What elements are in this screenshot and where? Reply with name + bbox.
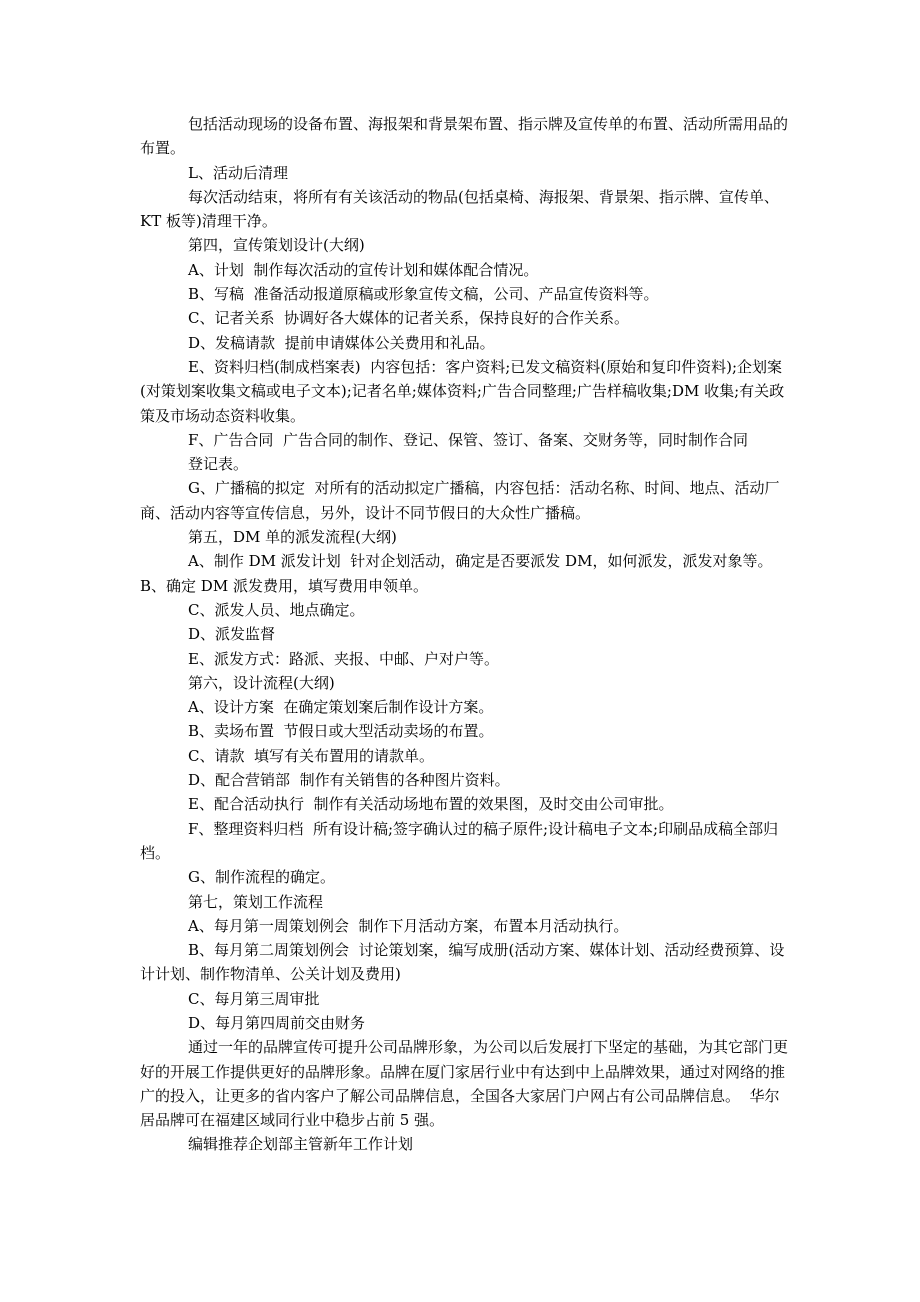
paragraph: E、派发方式：路派、夹报、中邮、户对户等。 xyxy=(188,649,499,668)
paragraph: D、配合营销部 制作有关销售的各种图片资料。 xyxy=(188,771,510,790)
paragraph: B、卖场布置 节假日或大型活动卖场的布置。 xyxy=(188,722,494,741)
paragraph: 登记表。 xyxy=(188,455,249,474)
paragraph: F、整理资料归档 所有设计稿;签字确认过的稿子原件;设计稿电子文本;印刷品成稿全部归档。 xyxy=(140,819,779,862)
paragraph: D、派发监督 xyxy=(188,625,276,644)
paragraph: D、每月第四周前交由财务 xyxy=(188,1013,366,1032)
paragraph: D、发稿请款 提前申请媒体公关费用和礼品。 xyxy=(188,333,495,352)
paragraph: E、配合活动执行 制作有关活动场地布置的效果图，及时交由公司审批。 xyxy=(188,795,674,814)
paragraph: B、每月第二周策划例会 讨论策划案，编写成册(活动方案、媒体计划、活动经费预算、设计计划、制作物清单、公关计划及费用) xyxy=(140,941,785,984)
paragraph: A、设计方案 在确定策划案后制作设计方案。 xyxy=(188,698,494,717)
section-heading: 第六，设计流程(大纲) xyxy=(188,673,335,692)
paragraph: L、活动后清理 xyxy=(188,163,288,182)
paragraph: C、记者关系 协调好各大媒体的记者关系，保持良好的合作关系。 xyxy=(188,309,630,328)
paragraph: G、广播稿的拟定 对所有的活动拟定广播稿，内容包括：活动名称、时间、地点、活动厂商、活动内容等宣传信息，另外，设计不同节假日的大众性广播稿。 xyxy=(140,479,780,522)
paragraph: C、派发人员、地点确定。 xyxy=(188,600,365,619)
paragraph: 包括活动现场的设备布置、海报架和背景架布置、指示牌及宣传单的布置、活动所需用品的布置。 xyxy=(140,115,789,158)
section-heading: 第五，DM 单的派发流程(大纲) xyxy=(188,528,397,547)
section-heading: 第四，宣传策划设计(大纲) xyxy=(188,236,365,255)
paragraph: E、资料归档(制成档案表) 内容包括：客户资料;已发文稿资料(原始和复印件资料);企划案(对策划案收集文稿或电子文本);记者名单;媒体资料;广告合同整理;广告样稿收集;DM 收集;有关政策及市场动态资料收集。 xyxy=(140,357,785,425)
paragraph: A、计划 制作每次活动的宣传计划和媒体配合情况。 xyxy=(188,260,539,279)
paragraph: A、每月第一周策划例会 制作下月活动方案，布置本月活动执行。 xyxy=(188,916,629,935)
paragraph: F、广告合同 广告合同的制作、登记、保管、签订、备案、交财务等，同时制作合同 xyxy=(188,430,748,449)
paragraph: 编辑推荐企划部主管新年工作计划 xyxy=(188,1135,414,1154)
paragraph: A、制作 DM 派发计划 针对企划活动，确定是否要派发 DM，如何派发，派发对象等。 B、确定 DM 派发费用，填写费用申领单。 xyxy=(140,552,782,595)
paragraph: 通过一年的品牌宣传可提升公司品牌形象，为公司以后发展打下坚定的基础，为其它部门更好的开展工作提供更好的品牌形象。品牌在厦门家居行业中有达到中上品牌效果，通过对网络的推广的投入，让更多的省内客户了解公司品牌信息，全国各大家居门户网占有公司品牌信息。 华尔居品牌可在福建区域同行业中稳步占前 5 强。 xyxy=(140,1038,789,1130)
paragraph: C、每月第三周审批 xyxy=(188,989,320,1008)
section-heading: 第七，策划工作流程 xyxy=(188,892,324,911)
paragraph: G、制作流程的确定。 xyxy=(188,868,335,887)
paragraph: C、请款 填写有关布置用的请款单。 xyxy=(188,746,435,765)
document-body xyxy=(140,112,790,1157)
paragraph: 每次活动结束，将所有有关该活动的物品(包括桌椅、海报架、背景架、指示牌、宣传单、KT 板等)清理干净。 xyxy=(140,187,779,231)
paragraph: B、写稿 准备活动报道原稿或形象宣传文稿，公司、产品宣传资料等。 xyxy=(188,285,659,304)
